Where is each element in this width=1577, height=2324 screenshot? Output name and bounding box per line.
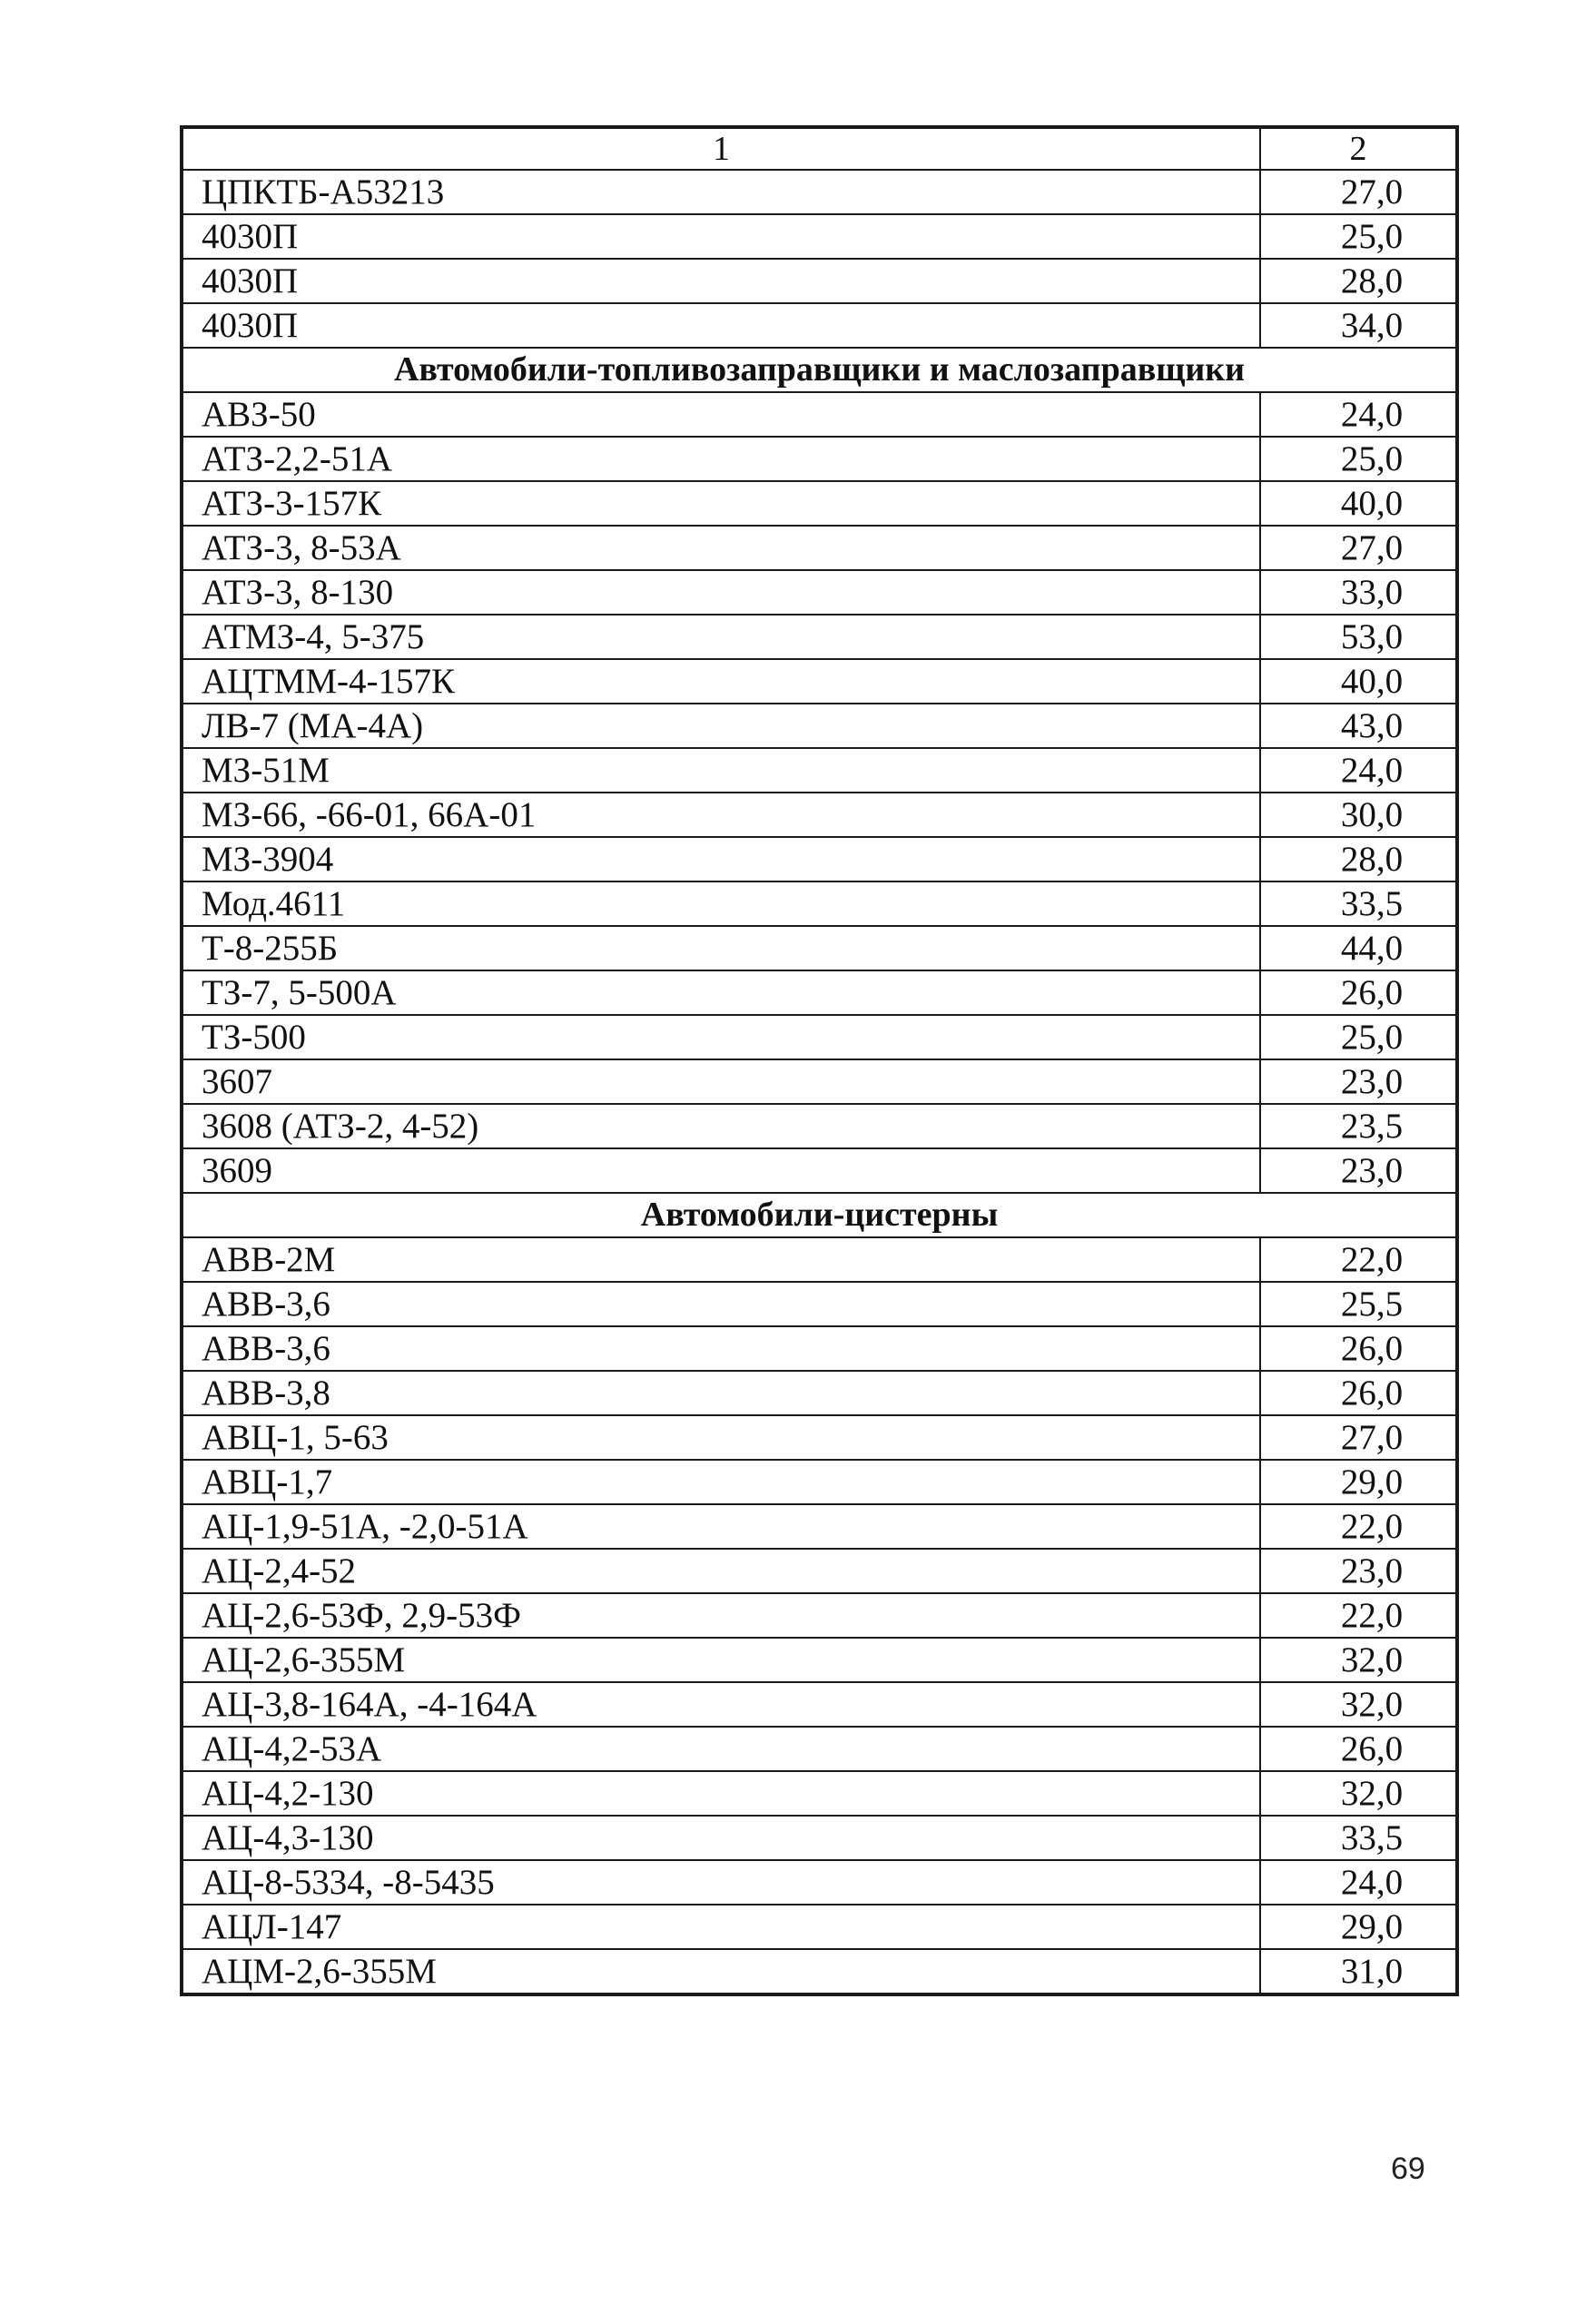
- value-cell: 32,0: [1260, 1638, 1457, 1682]
- table-row: [182, 1949, 1457, 1994]
- table-row: [182, 1282, 1457, 1326]
- vehicle-model-cell: МЗ-66, -66-01, 66А-01: [182, 793, 1260, 837]
- vehicle-model-cell: АВВ-2М: [182, 1237, 1260, 1282]
- value-cell: 40,0: [1260, 659, 1457, 704]
- table-row: [182, 1460, 1457, 1504]
- vehicle-model-cell: АЦ-1,9-51А, -2,0-51А: [182, 1504, 1260, 1549]
- vehicle-data-table: [180, 125, 1459, 1996]
- value-cell: 25,0: [1260, 437, 1457, 481]
- section-header-row: [182, 348, 1457, 392]
- vehicle-model-cell: АТЗ-3, 8-130: [182, 570, 1260, 615]
- vehicle-model-cell: АЦ-8-5334, -8-5435: [182, 1860, 1260, 1905]
- value-cell: 27,0: [1260, 526, 1457, 570]
- section-header-row: [182, 1193, 1457, 1237]
- table-row: [182, 1682, 1457, 1727]
- table-row: [182, 1905, 1457, 1949]
- vehicle-model-cell: ЦПКТБ-А53213: [182, 170, 1260, 214]
- vehicle-model-cell: АЦЛ-147: [182, 1905, 1260, 1949]
- vehicle-model-cell: АВВ-3,6: [182, 1326, 1260, 1371]
- table-row: [182, 303, 1457, 348]
- vehicle-model-cell: АЦ-3,8-164А, -4-164А: [182, 1682, 1260, 1727]
- table-row: [182, 881, 1457, 926]
- value-cell: 26,0: [1260, 970, 1457, 1015]
- table-row: [182, 1326, 1457, 1371]
- vehicle-model-cell: АЦ-2,6-355М: [182, 1638, 1260, 1682]
- vehicle-model-cell: ЛВ-7 (МА-4А): [182, 704, 1260, 748]
- table-row: [182, 392, 1457, 437]
- value-cell: 29,0: [1260, 1460, 1457, 1504]
- vehicle-model-cell: ТЗ-500: [182, 1015, 1260, 1059]
- vehicle-model-cell: АЦТММ-4-157К: [182, 659, 1260, 704]
- value-cell: 25,0: [1260, 214, 1457, 259]
- value-cell: 28,0: [1260, 259, 1457, 303]
- vehicle-model-cell: АВЦ-1, 5-63: [182, 1415, 1260, 1460]
- column-header-1: 1: [182, 127, 1260, 170]
- value-cell: 23,0: [1260, 1059, 1457, 1104]
- table-row: [182, 1015, 1457, 1059]
- vehicle-model-cell: АЦ-4,2-53А: [182, 1727, 1260, 1771]
- value-cell: 32,0: [1260, 1682, 1457, 1727]
- table-row: [182, 1415, 1457, 1460]
- value-cell: 26,0: [1260, 1727, 1457, 1771]
- table-row: [182, 526, 1457, 570]
- table-row: [182, 1059, 1457, 1104]
- value-cell: 33,5: [1260, 1816, 1457, 1860]
- table-row: [182, 1104, 1457, 1148]
- vehicle-model-cell: МЗ-51М: [182, 748, 1260, 793]
- value-cell: 24,0: [1260, 1860, 1457, 1905]
- column-header-2: 2: [1260, 127, 1457, 170]
- value-cell: 30,0: [1260, 793, 1457, 837]
- table-row: [182, 1504, 1457, 1549]
- table-row: [182, 1549, 1457, 1593]
- value-cell: 27,0: [1260, 170, 1457, 214]
- vehicle-model-cell: АЦ-4,2-130: [182, 1771, 1260, 1816]
- table-row: [182, 1237, 1457, 1282]
- vehicle-model-cell: 4030П: [182, 214, 1260, 259]
- table-row: [182, 1860, 1457, 1905]
- vehicle-model-cell: Мод.4611: [182, 881, 1260, 926]
- vehicle-model-cell: АЦМ-2,6-355М: [182, 1949, 1260, 1994]
- vehicle-model-cell: АВЗ-50: [182, 392, 1260, 437]
- table-row: [182, 659, 1457, 704]
- table-header-row: [182, 127, 1457, 170]
- value-cell: 25,0: [1260, 1015, 1457, 1059]
- value-cell: 33,0: [1260, 570, 1457, 615]
- vehicle-model-cell: 4030П: [182, 303, 1260, 348]
- value-cell: 26,0: [1260, 1371, 1457, 1415]
- value-cell: 24,0: [1260, 748, 1457, 793]
- value-cell: 23,0: [1260, 1549, 1457, 1593]
- table-row: [182, 259, 1457, 303]
- table-row: [182, 1771, 1457, 1816]
- vehicle-model-cell: МЗ-3904: [182, 837, 1260, 881]
- value-cell: 22,0: [1260, 1237, 1457, 1282]
- table-row: [182, 1371, 1457, 1415]
- value-cell: 27,0: [1260, 1415, 1457, 1460]
- vehicle-model-cell: 3607: [182, 1059, 1260, 1104]
- value-cell: 34,0: [1260, 303, 1457, 348]
- value-cell: 29,0: [1260, 1905, 1457, 1949]
- value-cell: 28,0: [1260, 837, 1457, 881]
- table-row: [182, 970, 1457, 1015]
- value-cell: 43,0: [1260, 704, 1457, 748]
- table-row: [182, 1638, 1457, 1682]
- vehicle-model-cell: АТЗ-3, 8-53А: [182, 526, 1260, 570]
- table-row: [182, 748, 1457, 793]
- page-number: 69: [1391, 2152, 1425, 2186]
- table-body: [182, 170, 1457, 1994]
- vehicle-model-cell: АТЗ-2,2-51А: [182, 437, 1260, 481]
- vehicle-model-cell: АВВ-3,6: [182, 1282, 1260, 1326]
- table-row: [182, 1148, 1457, 1193]
- vehicle-model-cell: АВВ-3,8: [182, 1371, 1260, 1415]
- table-row: [182, 481, 1457, 526]
- value-cell: 26,0: [1260, 1326, 1457, 1371]
- table-row: [182, 1727, 1457, 1771]
- table-row: [182, 570, 1457, 615]
- vehicle-model-cell: АТЗ-3-157К: [182, 481, 1260, 526]
- value-cell: 25,5: [1260, 1282, 1457, 1326]
- value-cell: 22,0: [1260, 1593, 1457, 1638]
- vehicle-model-cell: АЦ-2,4-52: [182, 1549, 1260, 1593]
- section-title: Автомобили-топливозаправщики и маслозаправщики: [182, 348, 1457, 392]
- value-cell: 24,0: [1260, 392, 1457, 437]
- value-cell: 23,5: [1260, 1104, 1457, 1148]
- value-cell: 31,0: [1260, 1949, 1457, 1994]
- vehicle-model-cell: АЦ-2,6-53Ф, 2,9-53Ф: [182, 1593, 1260, 1638]
- vehicle-model-cell: 3608 (АТЗ-2, 4-52): [182, 1104, 1260, 1148]
- table-row: [182, 170, 1457, 214]
- table-row: [182, 793, 1457, 837]
- table-row: [182, 437, 1457, 481]
- table-row: [182, 615, 1457, 659]
- value-cell: 53,0: [1260, 615, 1457, 659]
- vehicle-model-cell: 4030П: [182, 259, 1260, 303]
- value-cell: 40,0: [1260, 481, 1457, 526]
- table-row: [182, 1816, 1457, 1860]
- vehicle-model-cell: 3609: [182, 1148, 1260, 1193]
- vehicle-model-cell: ТЗ-7, 5-500А: [182, 970, 1260, 1015]
- table-row: [182, 837, 1457, 881]
- vehicle-model-cell: АВЦ-1,7: [182, 1460, 1260, 1504]
- vehicle-model-cell: Т-8-255Б: [182, 926, 1260, 970]
- value-cell: 23,0: [1260, 1148, 1457, 1193]
- table-row: [182, 1593, 1457, 1638]
- table-row: [182, 926, 1457, 970]
- table-row: [182, 704, 1457, 748]
- value-cell: 44,0: [1260, 926, 1457, 970]
- vehicle-model-cell: АЦ-4,3-130: [182, 1816, 1260, 1860]
- vehicle-model-cell: АТМЗ-4, 5-375: [182, 615, 1260, 659]
- table-row: [182, 214, 1457, 259]
- value-cell: 22,0: [1260, 1504, 1457, 1549]
- value-cell: 32,0: [1260, 1771, 1457, 1816]
- value-cell: 33,5: [1260, 881, 1457, 926]
- section-title: Автомобили-цистерны: [182, 1193, 1457, 1237]
